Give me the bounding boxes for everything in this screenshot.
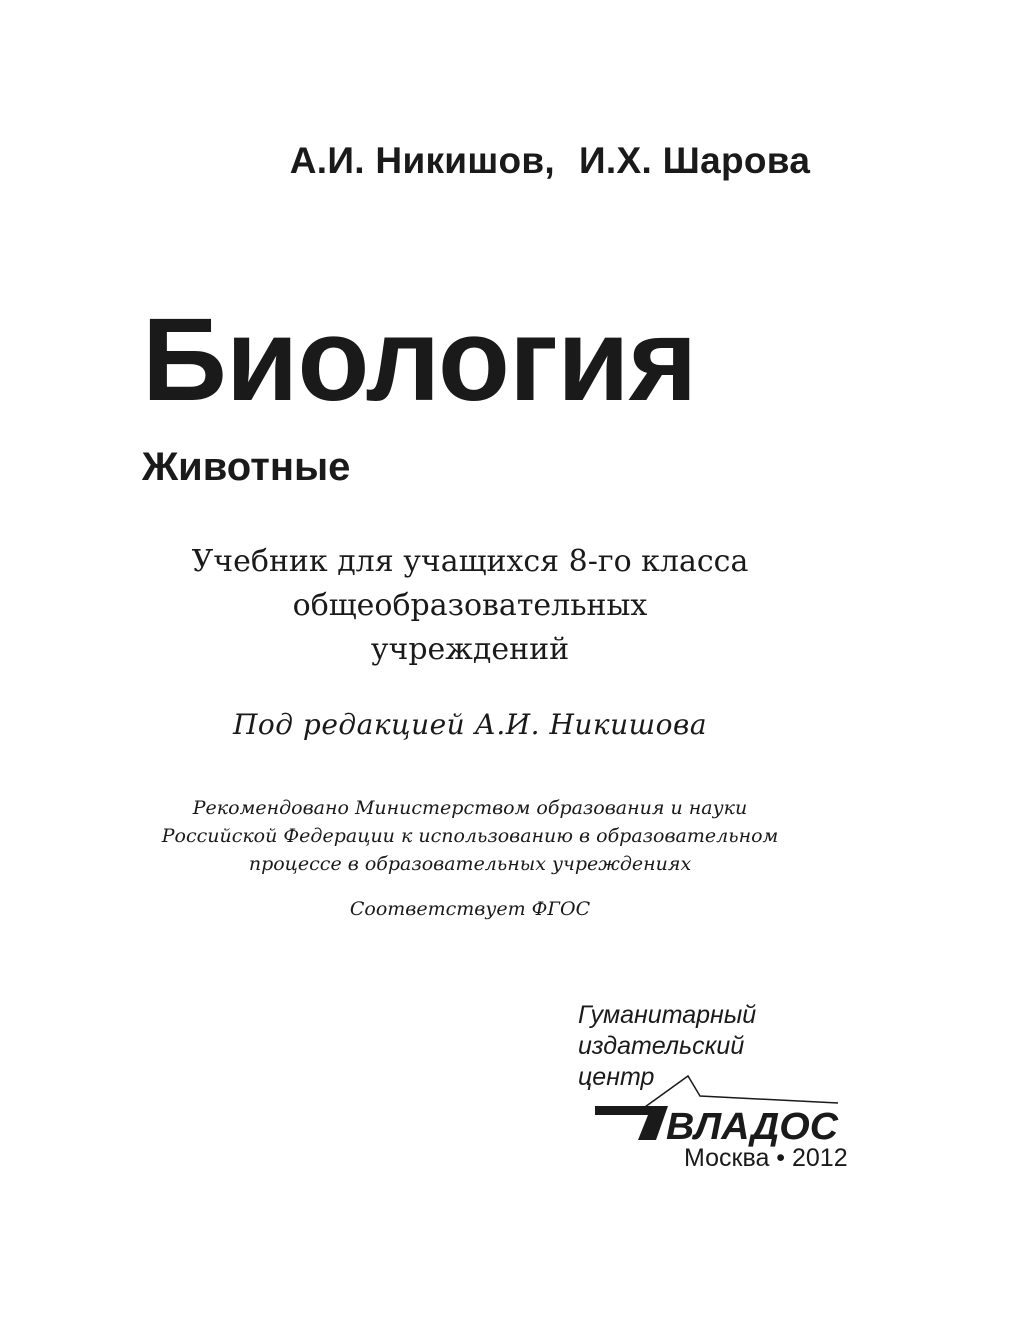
ministry-recommendation xyxy=(110,794,830,878)
book-description xyxy=(110,540,830,672)
book-subtitle: Животные xyxy=(142,445,351,489)
logo-wordmark: ВЛАДОС xyxy=(666,1106,839,1148)
publisher-line: Гуманитарный xyxy=(578,1001,757,1029)
logo-swoosh xyxy=(595,1106,668,1140)
recommendation-line: процессе в образовательных учреждениях xyxy=(248,853,692,875)
author-2: И.Х. Шарова xyxy=(579,140,811,181)
city-year: Москва • 2012 xyxy=(684,1144,848,1172)
editor-note: Под редакцией А.И. Никишова xyxy=(232,708,708,741)
publisher-line: центр xyxy=(578,1063,655,1091)
description-line: общеобразовательных xyxy=(292,588,648,623)
author-1: А.И. Никишов, xyxy=(289,140,556,181)
recommendation-line: Российской Федерации к использованию в образовательном xyxy=(161,825,779,847)
description-line: Учебник для учащихся 8-го класса xyxy=(191,544,749,579)
publisher-line: издательский xyxy=(578,1032,745,1060)
recommendation-line: Рекомендовано Министерством образования и науки xyxy=(192,797,748,819)
book-title: Биология xyxy=(142,294,697,426)
vlados-logo xyxy=(590,1070,850,1150)
description-line: учреждений xyxy=(370,632,570,667)
fgos-compliance: Соответствует ФГОС xyxy=(349,898,591,920)
authors xyxy=(0,140,1022,182)
